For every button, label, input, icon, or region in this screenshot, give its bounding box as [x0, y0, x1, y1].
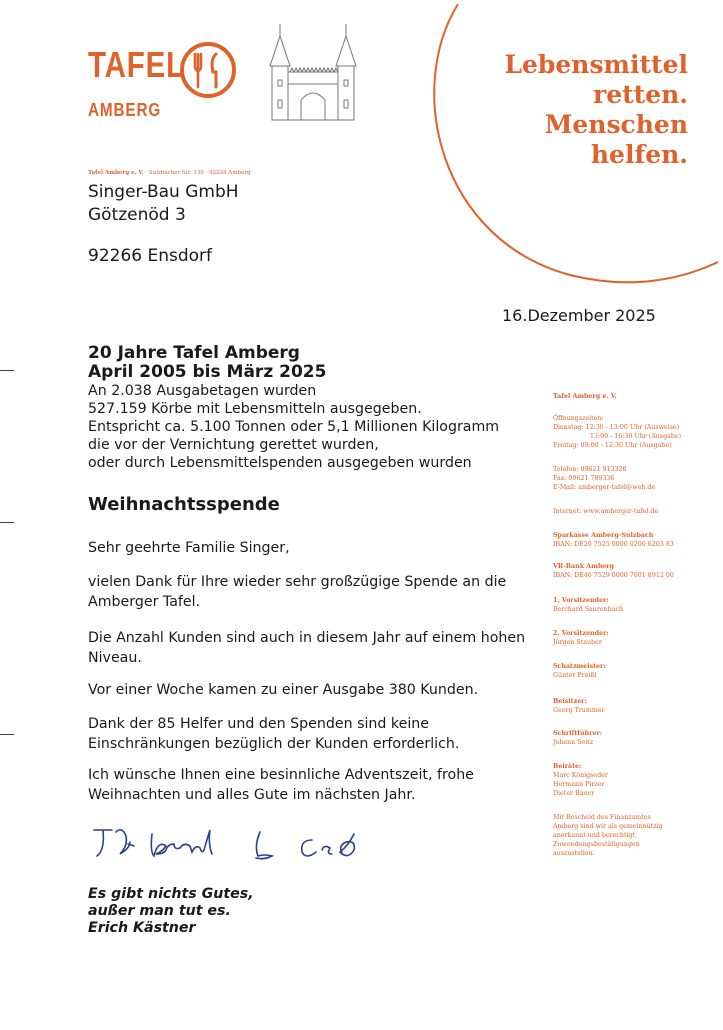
body-paragraph: Ich wünsche Ihnen eine besinnliche Adventszeit, frohe Weihnachten und alles Gute im nächsten Jahr.: [88, 767, 474, 803]
quote-line: außer man tut es.: [88, 903, 231, 919]
cutlery-logo-icon: [178, 40, 238, 100]
city-gate-drawing: [268, 22, 358, 122]
sidebar-hours-label: Öffnungszeiten:: [553, 415, 604, 422]
recipient-street: Götzenöd 3: [88, 205, 186, 225]
fold-mark: [0, 522, 14, 523]
sidebar-tax-note: Zuwendungsbestätigungen: [553, 841, 640, 848]
sidebar-email: E-Mail: amberger-tafel@web.de: [553, 484, 656, 491]
body-paragraph: Die Anzahl Kunden sind auch in diesem Jahr auf einem hohen Niveau.: [88, 630, 526, 666]
handwritten-signature: [90, 818, 390, 878]
stat-line: Entspricht ca. 5.100 Tonnen oder 5,1 Millionen Kilogramm: [88, 419, 500, 435]
slogan-line-2: retten.: [593, 80, 688, 109]
sidebar-advisors-label: Beiräte:: [553, 763, 582, 770]
fold-mark: [0, 734, 14, 735]
sidebar-bank-iban: IBAN: DE46 7529 0000 7001 8912 00: [553, 572, 674, 579]
sidebar-role-name: Jürgen Stauber: [553, 639, 602, 646]
sidebar-tax-note: Mit Bescheid des Finanzamtes: [553, 814, 651, 821]
heading-line-2: April 2005 bis März 2025: [88, 362, 327, 382]
sender-address: · Sulzbacher Str. 130 · 92224 Amberg: [145, 170, 251, 176]
body-paragraph: vielen Dank für Ihre wieder sehr großzügige Spende an die Amberger Tafel.: [88, 574, 507, 610]
salutation: Sehr geehrte Familie Singer,: [88, 540, 290, 556]
quote-line: Es gibt nichts Gutes,: [88, 886, 254, 902]
logo-wordmark: TAFEL: [88, 44, 186, 85]
sidebar-role-name: Berchard Saurenbach: [553, 606, 624, 613]
sidebar-role-label: 2. Vorsitzender:: [553, 630, 609, 637]
sidebar-fax: Fax: 09621 789336: [553, 475, 615, 482]
stat-line: die vor der Vernichtung gerettet wurden,: [88, 437, 379, 453]
recipient-name: Singer-Bau GmbH: [88, 182, 239, 202]
sidebar-hours: Freitag: 09:00 - 12:30 Uhr (Ausgabe): [553, 442, 672, 449]
quote-author: Erich Kästner: [88, 920, 196, 936]
sidebar-bank-name: VR-Bank Amberg: [553, 563, 614, 570]
sidebar-role-label: Schatzmeister:: [553, 663, 606, 670]
sidebar-role-name: Günter Preißl: [553, 672, 597, 679]
logo-city: AMBERG: [88, 100, 162, 120]
sidebar-hours: 13:00 - 16:30 Uhr (Ausgabe): [590, 433, 682, 440]
slogan-line-1: Lebensmittel: [504, 50, 688, 79]
sidebar-phone: Telefon: 09621 913328: [553, 466, 627, 473]
body-paragraph: Dank der 85 Helfer und den Spenden sind keine Einschränkungen bezüglich der Kunden erforderlich.: [88, 716, 460, 752]
body-paragraph: Vor einer Woche kamen zu einer Ausgabe 380 Kunden.: [88, 682, 479, 698]
sidebar-tax-note: auszustellen.: [553, 850, 595, 857]
stat-line: An 2.038 Ausgabetagen wurden: [88, 383, 317, 399]
sender-org: Tafel Amberg e. V.: [88, 170, 144, 176]
sidebar-hours: Dienstag: 12:30 - 13:00 Uhr (Ausweise): [553, 424, 680, 431]
sidebar-advisor: Dieter Bauer: [553, 790, 595, 797]
sidebar-role-label: 1. Vorsitzender:: [553, 597, 609, 604]
fold-mark: [0, 370, 14, 371]
subject-line: Weihnachtsspende: [88, 494, 280, 515]
heading-line-1: 20 Jahre Tafel Amberg: [88, 343, 300, 363]
slogan-line-3: Menschen: [544, 110, 688, 139]
sidebar-tax-note: anerkannt und berechtigt,: [553, 832, 638, 839]
recipient-city: 92266 Ensdorf: [88, 246, 213, 266]
sidebar-tax-note: Amberg sind wir als gemeinnützig: [553, 823, 663, 830]
sender-line: [88, 170, 251, 176]
slogan-line-4: helfen.: [590, 140, 688, 169]
sidebar-advisor: Marc Königseder: [553, 772, 608, 779]
sidebar-role-label: Beisitzer:: [553, 698, 587, 705]
sidebar-advisor: Hermann Pirzer: [553, 781, 605, 788]
sidebar-org: Tafel Amberg e. V.: [553, 393, 617, 400]
sidebar-role-name: Georg Trummer: [553, 707, 605, 714]
stat-line: 527.159 Körbe mit Lebensmitteln ausgegeben.: [88, 401, 422, 417]
sidebar-role-name: Johann Seitz: [553, 739, 594, 746]
stat-line: oder durch Lebensmittelspenden ausgegeben wurden: [88, 455, 472, 471]
sidebar-bank-iban: IBAN: DE20 7525 0000 0200 6203 83: [553, 541, 674, 548]
letter-date: 16.Dezember 2025: [502, 306, 656, 325]
sidebar-internet: Internet: www.amberger-tafel.de: [553, 508, 659, 515]
sidebar-bank-name: Sparkasse Amberg-Sulzbach: [553, 532, 654, 539]
sidebar-role-label: Schriftführer:: [553, 730, 603, 737]
